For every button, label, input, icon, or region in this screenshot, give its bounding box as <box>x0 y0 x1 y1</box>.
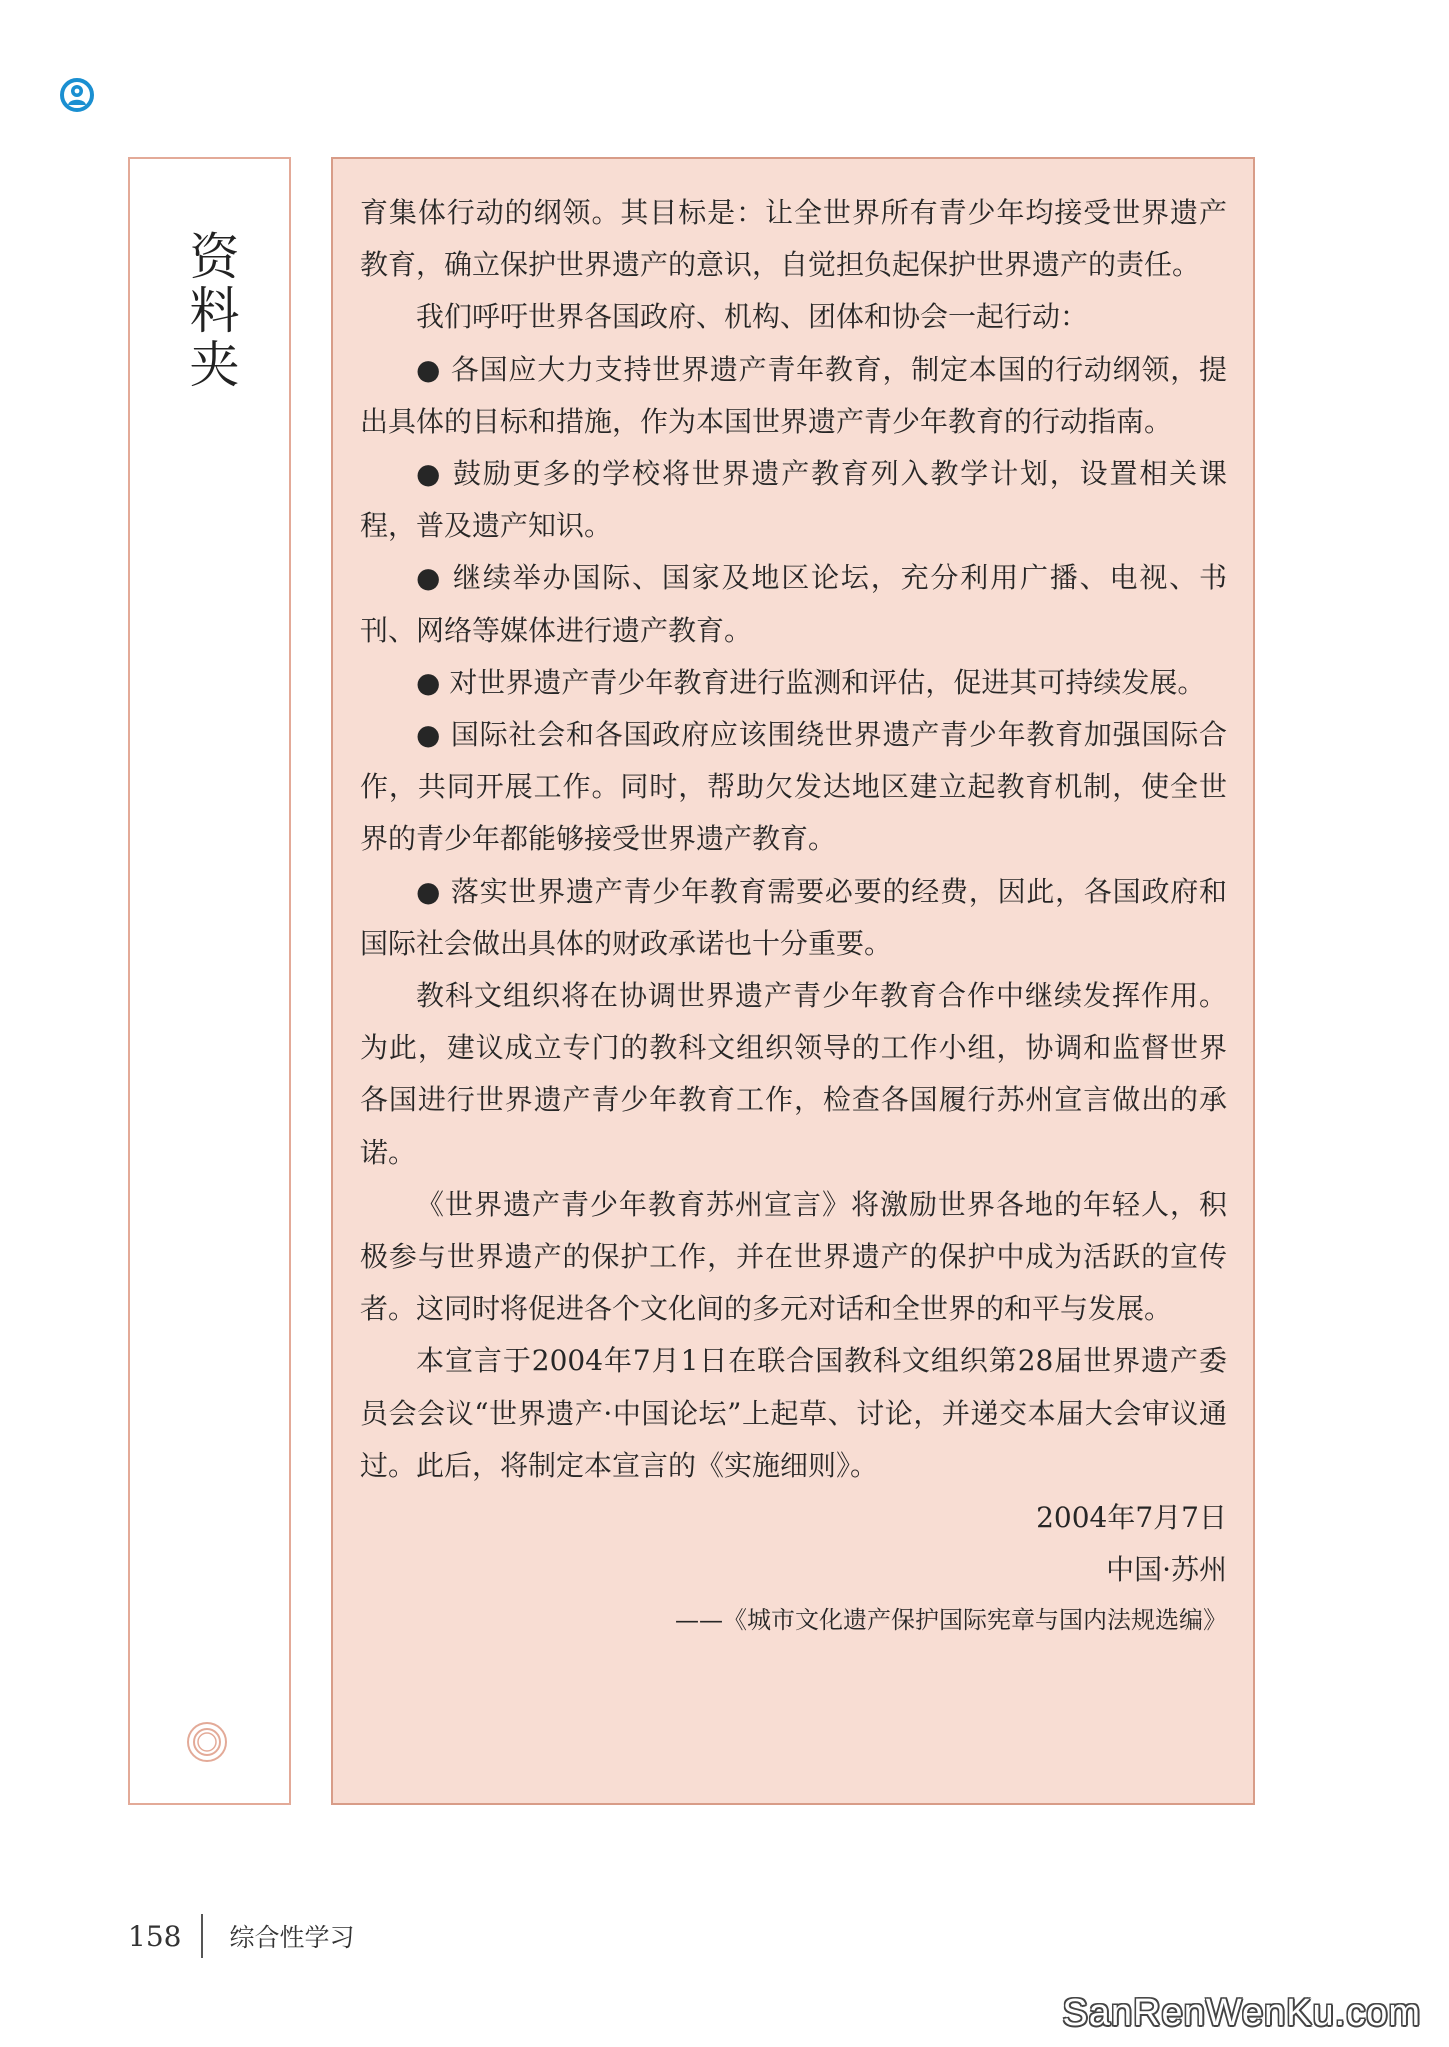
section-title: 综合性学习 <box>229 1923 355 1952</box>
footer-divider <box>201 1914 203 1958</box>
paragraph-declaration: 《世界遗产青少年教育苏州宣言》将激励世界各地的年轻人，积极参与世界遗产的保护工作，并在世界遗产的保护中成为活跃的宣传者。这同时将促进各个文化间的多元对话和全世界的和平与发展。 <box>360 1187 1227 1326</box>
paragraph-adoption: 本宣言于2004年7月1日在联合国教科文组织第28届世界遗产委员会会议“世界遗产·中国论坛”上起草、讨论，并递交本届大会审议通过。此后，将制定本宣言的《实施细则》。 <box>360 1344 1227 1482</box>
paragraph-2: 我们呼吁世界各国政府、机构、团体和协会一起行动： <box>416 300 1089 334</box>
bullet-item-1: ● 各国应大力支持世界遗产青年教育，制定本国的行动纲领，提出具体的目标和措施，作为本国世界遗产青少年教育的行动指南。 <box>360 352 1227 438</box>
bullet-item-3: ● 继续举办国际、国家及地区论坛，充分利用广播、电视、书刊、网络等媒体进行遗产教育。 <box>360 561 1227 647</box>
signature-date: 2004年7月7日 <box>1036 1501 1227 1535</box>
page-number: 158 <box>128 1919 182 1953</box>
paragraph-unesco: 教科文组织将在协调世界遗产青少年教育合作中继续发挥作用。为此，建议成立专门的教科文组织领导的工作小组，协调和监督世界各国进行世界遗产青少年教育工作，检查各国履行苏州宣言做出的承诺。 <box>360 979 1227 1169</box>
watermark-text: SanRenWenKu.com <box>1062 1992 1421 2034</box>
person-badge-icon <box>60 78 94 112</box>
source-citation: ——《城市文化遗产保护国际宪章与国内法规选编》 <box>675 1606 1227 1635</box>
sidebar-panel <box>128 157 291 1805</box>
bullet-item-4: ● 对世界遗产青少年教育进行监测和评估，促进其可持续发展。 <box>416 665 1206 699</box>
page-footer <box>128 1911 354 1961</box>
reference-text-box <box>331 157 1255 1805</box>
bullet-item-2: ● 鼓励更多的学校将世界遗产教育列入教学计划，设置相关课程，普及遗产知识。 <box>360 457 1227 543</box>
signature-place: 中国·苏州 <box>1106 1553 1227 1587</box>
bullet-item-5: ● 国际社会和各国政府应该围绕世界遗产青少年教育加强国际合作，共同开展工作。同时，帮助欠发达地区建立起教育机制，使全世界的青少年都能够接受世界遗产教育。 <box>360 718 1227 856</box>
bullet-item-6: ● 落实世界遗产青少年教育需要必要的经费，因此，各国政府和国际社会做出具体的财政承诺也十分重要。 <box>360 874 1227 960</box>
paragraph-1: 育集体行动的纲领。其目标是：让全世界所有青少年均接受世界遗产教育，确立保护世界遗产的意识，自觉担负起保护世界遗产的责任。 <box>360 196 1227 282</box>
concentric-circle-icon <box>186 1721 228 1763</box>
sidebar-title: 资料夹 <box>181 230 240 392</box>
